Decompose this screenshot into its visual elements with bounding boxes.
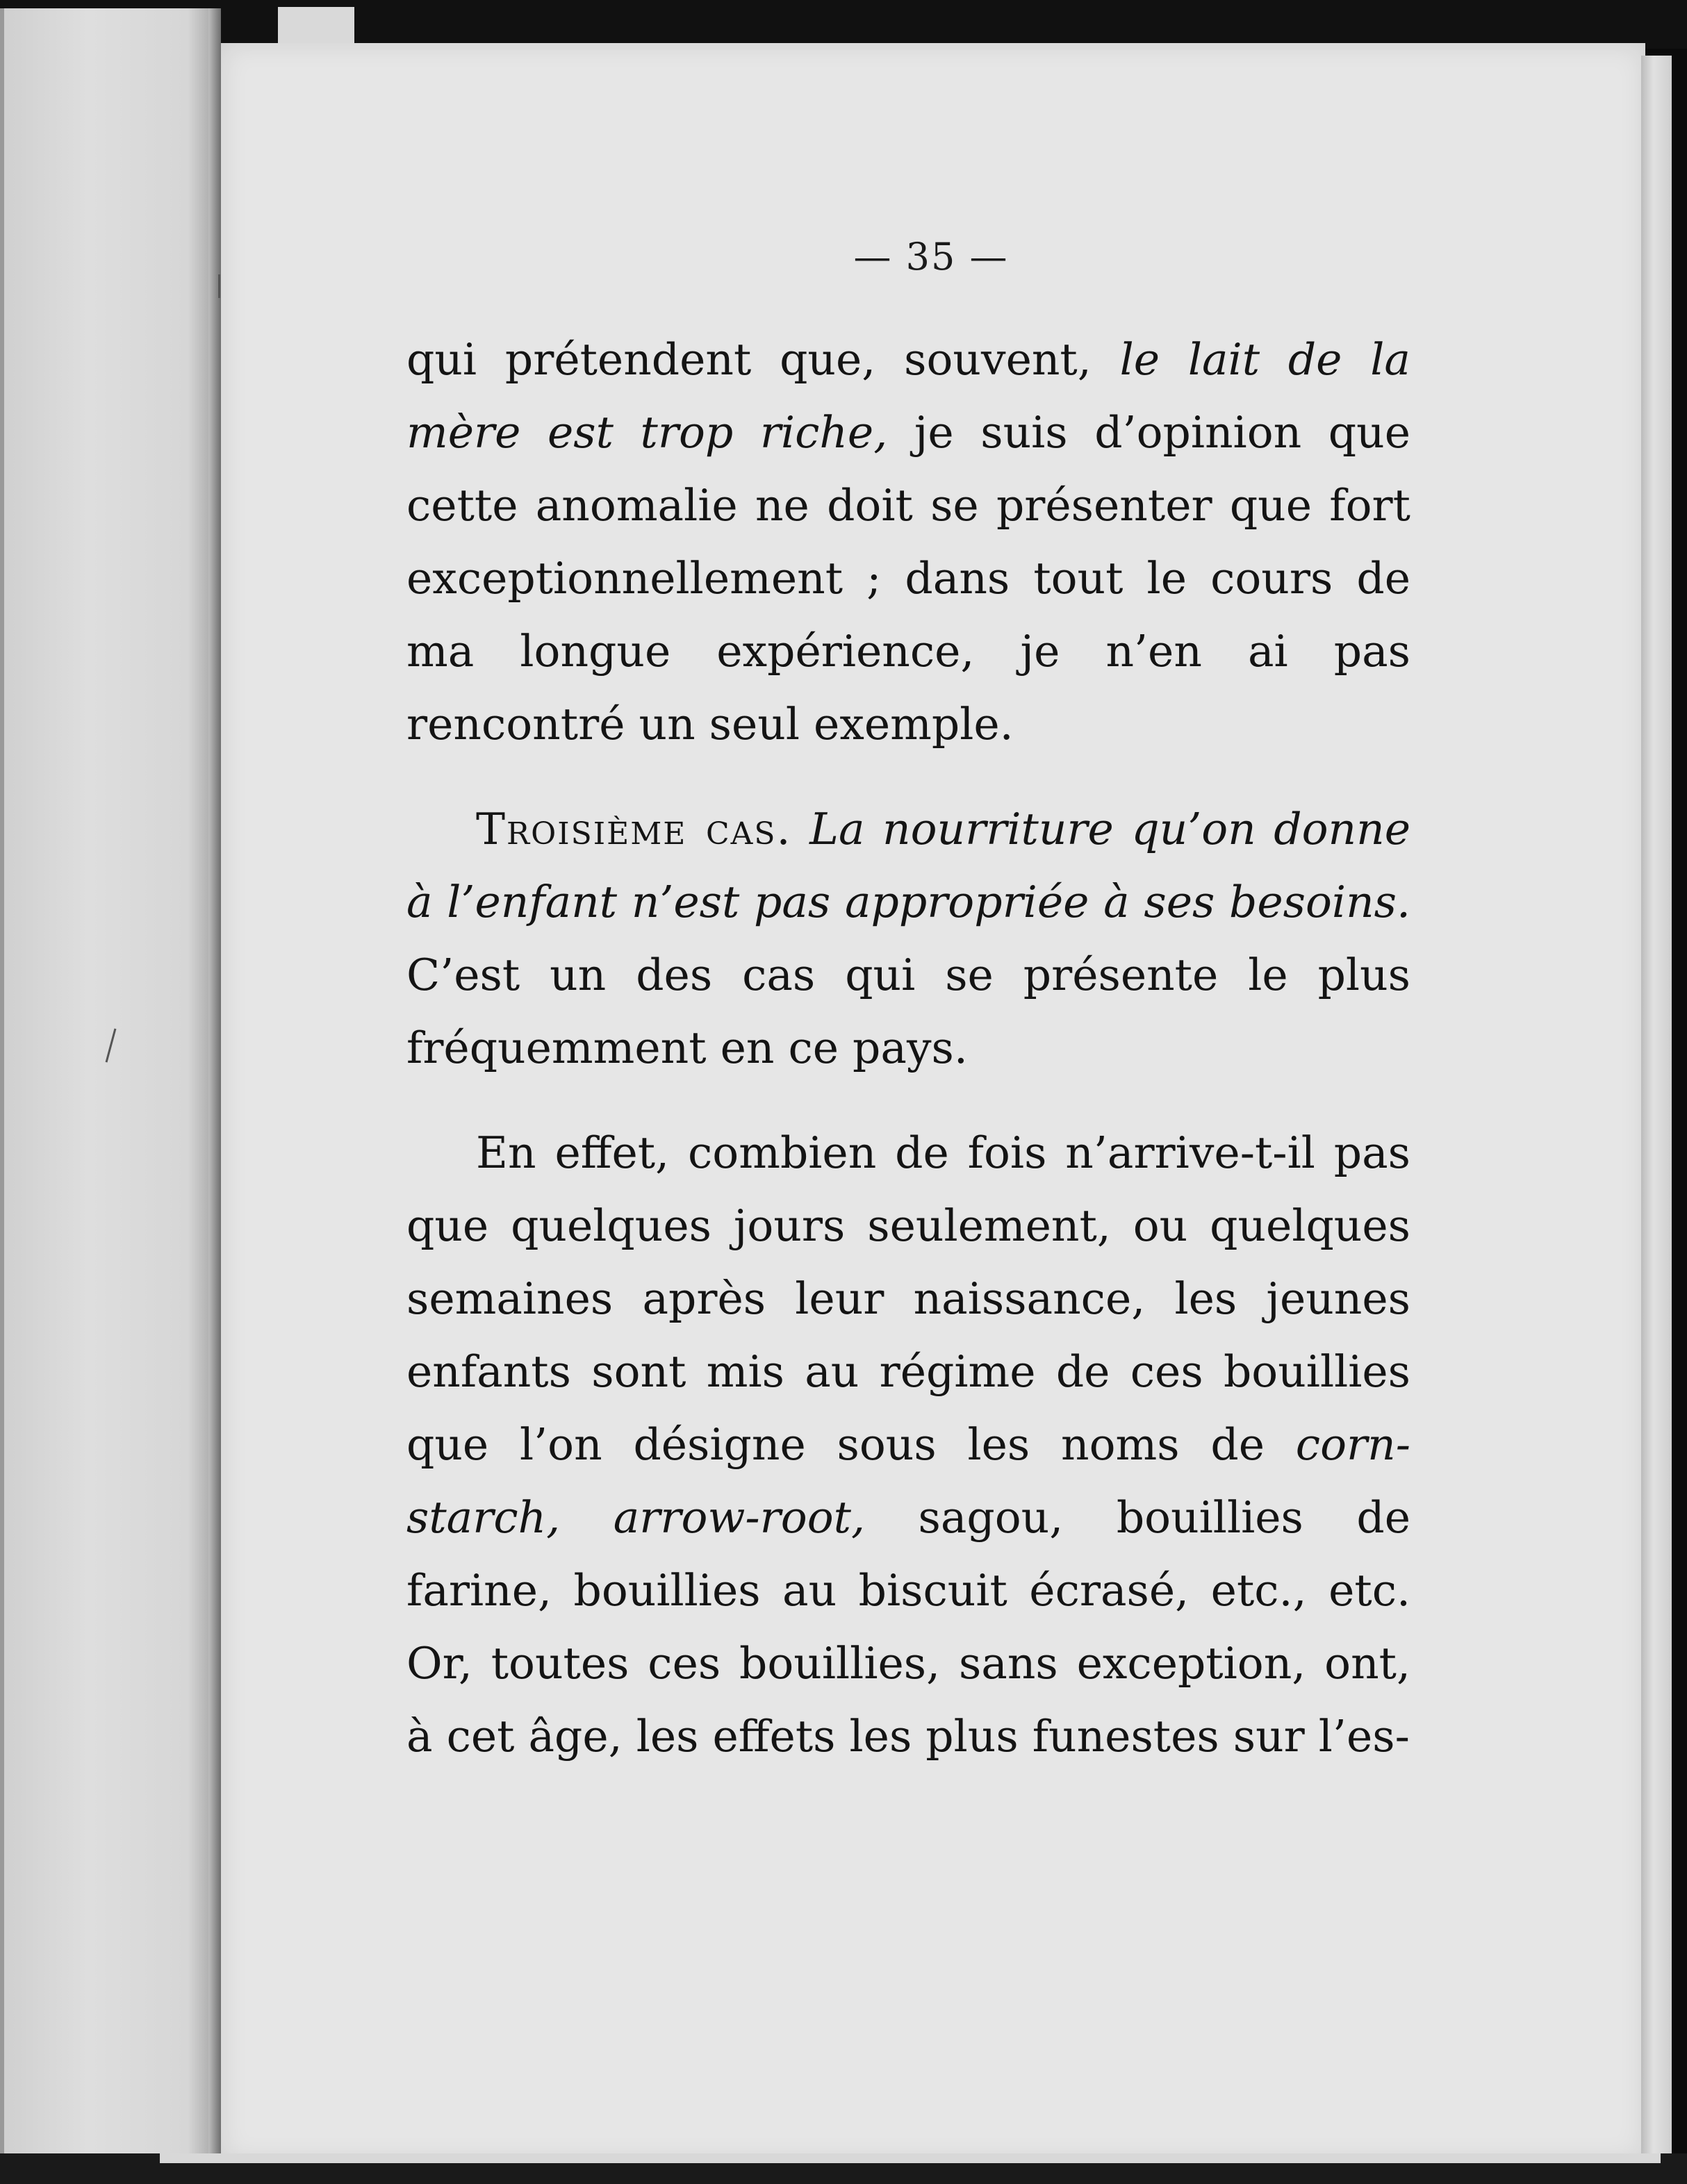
paragraph-troisieme-cas (406, 793, 1410, 1084)
text-run (792, 804, 810, 854)
page-right-edge (1641, 56, 1672, 2167)
facing-page-edge (0, 8, 221, 2169)
page-fold (208, 8, 221, 2169)
text-run: C’est un des cas qui se présente le plus fréquemment en ce pays. (406, 950, 1410, 1073)
paragraph-continuation (406, 323, 1410, 761)
italic-run: le lait de la mère est trop riche, (406, 334, 1410, 458)
margin-mark (218, 274, 220, 298)
text-run: En effet, combien de fois n’arrive-t-il pas que quelques jours seulement, ou quelques semaines après leur naissance, les jeunes enfants sont mis au régime de ces bouillies que l’on désigne sous les noms de (406, 1127, 1410, 1470)
text-run: qui prétendent que, souvent, (406, 334, 1120, 385)
text-run: sagou, bouillies de farine, bouillies au biscuit écrasé, etc., etc. Or, toutes ces bouillies, sans exception, ont, à cet âge, les effets les plus funestes sur l’es- (406, 1492, 1411, 1762)
italic-run: corn-starch, arrow-root, (406, 1419, 1410, 1543)
paragraph-en-effet (406, 1116, 1410, 1773)
left-binding-edge (0, 8, 4, 2169)
italic-run: La nourriture qu’on donne à l’enfant n’est pas appropriée à ses besoins. (406, 804, 1410, 927)
text-run: je suis d’opinion que cette anomalie ne doit se présenter que fort exceptionnellement ; dans tout le cours de ma longue expérience, je n’en ai pas rencontré un seul exemple. (406, 407, 1410, 750)
paper-tab (278, 7, 354, 45)
scan-bottom-edge (0, 2153, 1687, 2184)
scan-top-edge (0, 0, 1687, 49)
page-number: — 35 — (853, 235, 1009, 279)
section-heading: Troisième cas. (476, 804, 792, 854)
page-bottom-edge (160, 2153, 1661, 2163)
body-text (406, 323, 1410, 1773)
